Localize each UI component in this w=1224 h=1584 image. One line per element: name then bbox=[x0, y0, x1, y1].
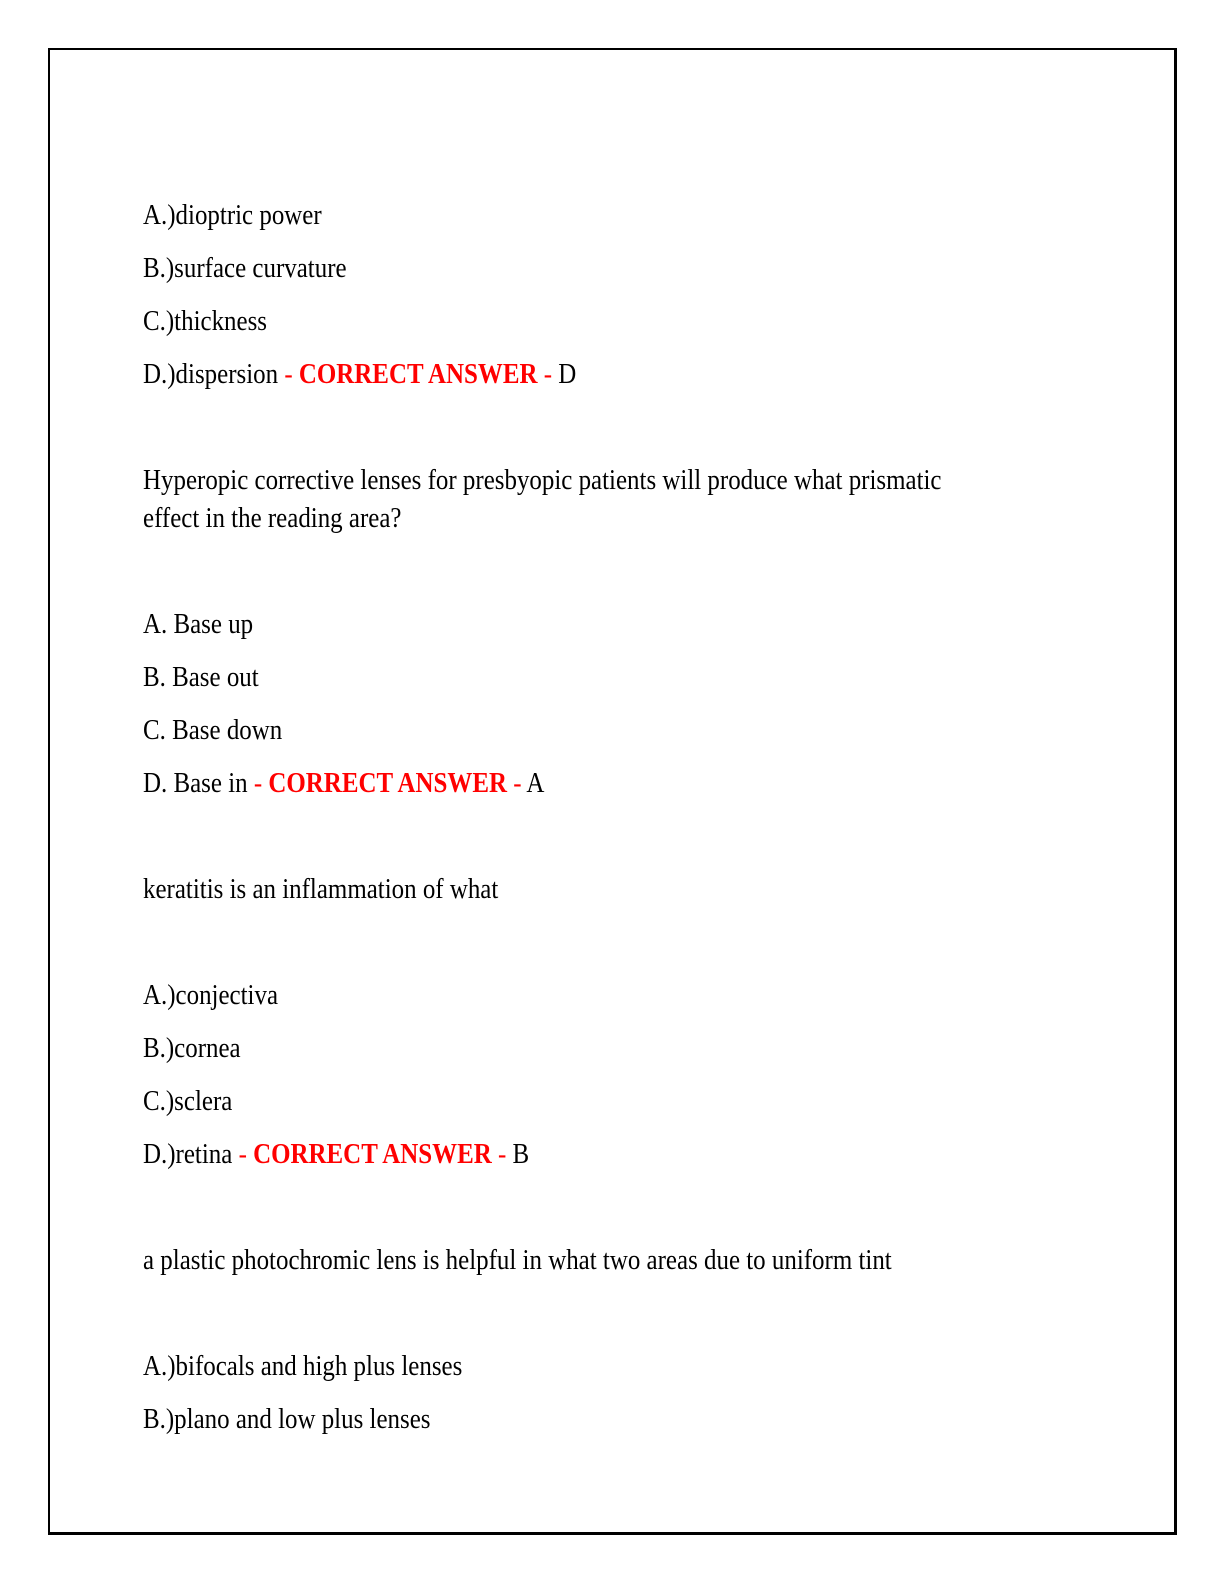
blank-line bbox=[143, 552, 1134, 605]
correct-answer-letter: D bbox=[558, 358, 577, 390]
separator: - bbox=[537, 358, 559, 390]
answer-option-text: D.)dispersion bbox=[143, 358, 279, 390]
blank-line bbox=[143, 1188, 1134, 1241]
answer-option-text: D. Base in bbox=[143, 767, 248, 799]
question-line: Hyperopic corrective lenses for presbyopic patients will produce what prismatic bbox=[143, 464, 942, 496]
correct-answer-label: CORRECT ANSWER bbox=[268, 767, 507, 799]
question-text: a plastic photochromic lens is helpful in what two areas due to uniform tint bbox=[143, 1244, 892, 1276]
question-line: effect in the reading area? bbox=[143, 502, 402, 534]
correct-answer-label: CORRECT ANSWER bbox=[298, 358, 538, 390]
answer-option: A.)bifocals and high plus lenses bbox=[143, 1350, 463, 1382]
separator: - bbox=[278, 358, 299, 390]
answer-option: B.)cornea bbox=[143, 1032, 241, 1064]
question-text bbox=[143, 461, 1134, 537]
correct-answer-line bbox=[143, 764, 995, 802]
answer-option: B.)plano and low plus lenses bbox=[143, 1403, 431, 1435]
question-text: keratitis is an inflammation of what bbox=[143, 873, 499, 905]
answer-option: C.)sclera bbox=[143, 1085, 233, 1117]
correct-answer-letter: B bbox=[512, 1138, 530, 1170]
blank-line bbox=[143, 1294, 1134, 1347]
correct-answer-line bbox=[143, 1135, 995, 1173]
answer-option: B.)surface curvature bbox=[143, 252, 347, 284]
answer-option: A. Base up bbox=[143, 608, 254, 640]
separator: - bbox=[506, 767, 527, 799]
answer-option-text: D.)retina bbox=[143, 1138, 233, 1170]
correct-answer-label: CORRECT ANSWER bbox=[253, 1138, 492, 1170]
blank-line bbox=[143, 408, 1134, 461]
answer-option: A.)conjectiva bbox=[143, 979, 279, 1011]
separator: - bbox=[247, 767, 269, 799]
separator: - bbox=[491, 1138, 513, 1170]
answer-option: B. Base out bbox=[143, 661, 259, 693]
correct-answer-line bbox=[143, 355, 995, 393]
correct-answer-letter: A bbox=[526, 767, 545, 799]
separator: - bbox=[232, 1138, 254, 1170]
blank-line bbox=[143, 817, 1134, 870]
answer-option: C.)thickness bbox=[143, 305, 268, 337]
answer-option: A.)dioptric power bbox=[143, 199, 322, 231]
document-page bbox=[48, 48, 1177, 1535]
answer-option: C. Base down bbox=[143, 714, 283, 746]
blank-line bbox=[143, 923, 1134, 976]
